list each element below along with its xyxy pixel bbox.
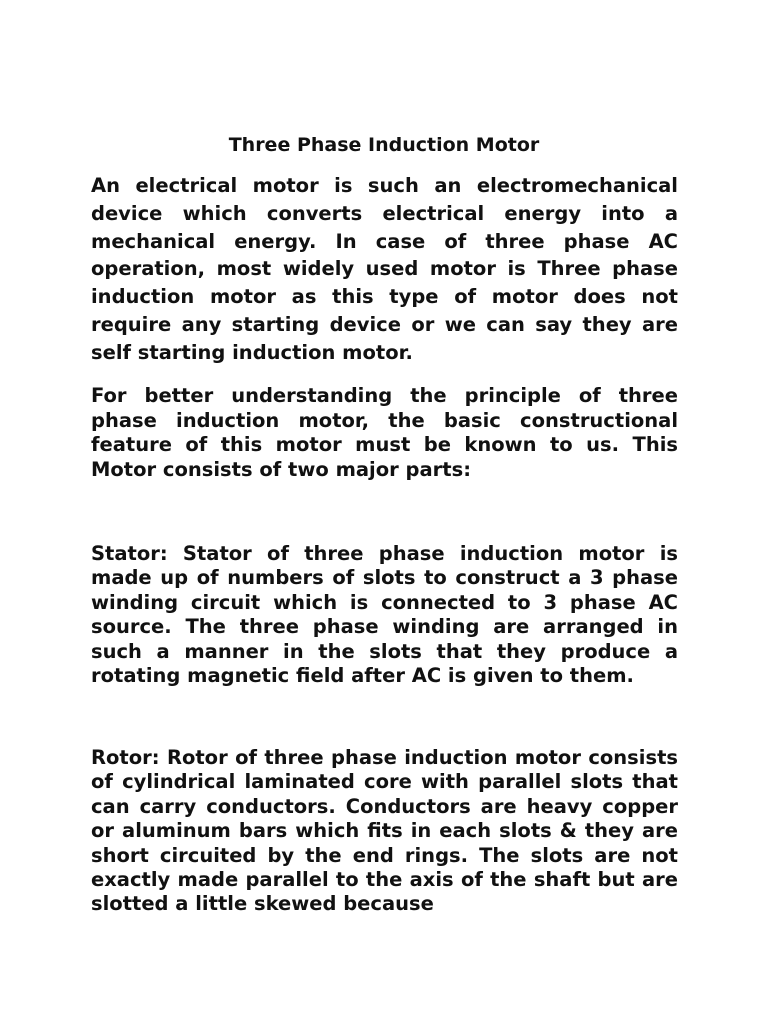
stator-paragraph: Stator: Stator of three phase induction motor is made up of numbers of slots to construct a 3 phase winding circuit which is connected to 3 phase AC source. The three phase winding are arranged in such a manner in the slots that they produce a rotating magnetic field after AC is given to them. — [91, 542, 678, 688]
document-title: Three Phase Induction Motor — [228, 134, 540, 156]
intro-paragraph: An electrical motor is such an electromechanical device which converts electrical energy into a mechanical energy. In case of three phase AC operation, most widely used motor is Three phase induction motor as this type of motor does not require any starting device or we can say they are self starting induction motor. — [91, 174, 678, 364]
rotor-paragraph: Rotor: Rotor of three phase induction motor consists of cylindrical laminated core with parallel slots that can carry conductors. Conductors are heavy copper or aluminum bars which fits in each slots & they are short circuited by the end rings. The slots are not exactly made parallel to the axis of the shaft but are slotted a little skewed because — [91, 746, 678, 916]
principle-paragraph: For better understanding the principle of three phase induction motor, the basic constructional feature of this motor must be known to us. This Motor consists of two major parts: — [91, 384, 678, 481]
